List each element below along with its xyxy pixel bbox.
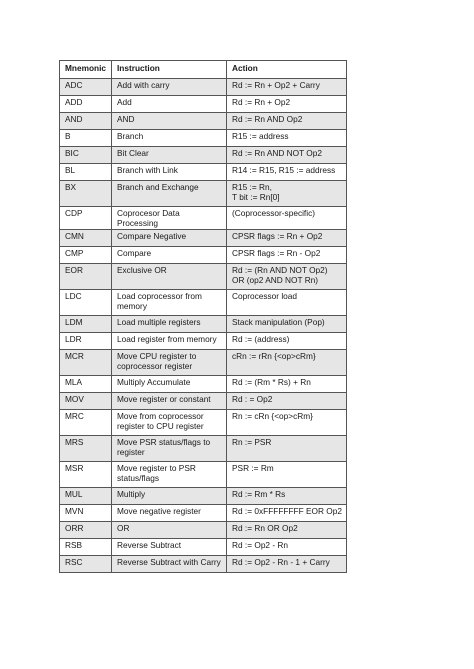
- table-row: [60, 263, 347, 289]
- cell-instruction: Multiply Accumulate: [112, 375, 227, 392]
- cell-mnemonic: CDP: [60, 207, 112, 230]
- table-row: [60, 349, 347, 375]
- table-row: [60, 96, 347, 113]
- table-row: [60, 130, 347, 147]
- table-row: [60, 504, 347, 521]
- cell-action: Coprocessor load: [227, 289, 347, 315]
- cell-action: Rd := Rn + Op2: [227, 96, 347, 113]
- cell-instruction: Move PSR status/flags to register: [112, 435, 227, 461]
- header-row: [60, 61, 347, 79]
- table-row: [60, 435, 347, 461]
- cell-instruction: Multiply: [112, 487, 227, 504]
- cell-mnemonic: RSB: [60, 538, 112, 555]
- cell-mnemonic: LDM: [60, 315, 112, 332]
- cell-mnemonic: MUL: [60, 487, 112, 504]
- cell-instruction: Move negative register: [112, 504, 227, 521]
- table-row: [60, 521, 347, 538]
- cell-instruction: Branch: [112, 130, 227, 147]
- cell-mnemonic: CMP: [60, 246, 112, 263]
- table-row: [60, 315, 347, 332]
- cell-mnemonic: MLA: [60, 375, 112, 392]
- cell-mnemonic: ADC: [60, 79, 112, 96]
- header-instruction: Instruction: [112, 61, 227, 79]
- cell-mnemonic: LDC: [60, 289, 112, 315]
- cell-mnemonic: BIC: [60, 147, 112, 164]
- cell-instruction: Branch and Exchange: [112, 181, 227, 207]
- cell-mnemonic: ADD: [60, 96, 112, 113]
- cell-instruction: Exclusive OR: [112, 263, 227, 289]
- cell-mnemonic: AND: [60, 113, 112, 130]
- cell-action: Rd := 0xFFFFFFFF EOR Op2: [227, 504, 347, 521]
- cell-action: R15 := address: [227, 130, 347, 147]
- table-header: [60, 61, 347, 79]
- cell-action: Rd := Rn AND NOT Op2: [227, 147, 347, 164]
- table-row: [60, 79, 347, 96]
- cell-instruction: Move CPU register to coprocessor register: [112, 349, 227, 375]
- table-row: [60, 461, 347, 487]
- cell-action: Rn := PSR: [227, 435, 347, 461]
- cell-instruction: Load register from memory: [112, 332, 227, 349]
- cell-instruction: AND: [112, 113, 227, 130]
- cell-instruction: Coprocesor Data Processing: [112, 207, 227, 230]
- cell-instruction: Bit Clear: [112, 147, 227, 164]
- table-row: [60, 181, 347, 207]
- cell-instruction: Load multiple registers: [112, 315, 227, 332]
- table-row: [60, 375, 347, 392]
- cell-instruction: Compare: [112, 246, 227, 263]
- cell-instruction: Move from coprocessor register to CPU register: [112, 409, 227, 435]
- cell-action: Rd := (Rn AND NOT Op2) OR (op2 AND NOT Rn): [227, 263, 347, 289]
- cell-mnemonic: EOR: [60, 263, 112, 289]
- table-row: [60, 147, 347, 164]
- cell-action: Rd := Op2 - Rn - 1 + Carry: [227, 555, 347, 572]
- cell-instruction: Compare Negative: [112, 229, 227, 246]
- header-action: Action: [227, 61, 347, 79]
- table-row: [60, 332, 347, 349]
- table-body: [60, 79, 347, 573]
- header-mnemonic: Mnemonic: [60, 61, 112, 79]
- cell-mnemonic: MOV: [60, 392, 112, 409]
- cell-action: Rd := Rn OR Op2: [227, 521, 347, 538]
- cell-action: Rd := (Rm * Rs) + Rn: [227, 375, 347, 392]
- cell-instruction: Add: [112, 96, 227, 113]
- cell-mnemonic: MVN: [60, 504, 112, 521]
- instruction-table: [59, 60, 347, 573]
- cell-mnemonic: LDR: [60, 332, 112, 349]
- cell-instruction: OR: [112, 521, 227, 538]
- table-row: [60, 487, 347, 504]
- cell-mnemonic: MRS: [60, 435, 112, 461]
- cell-action: Stack manipulation (Pop): [227, 315, 347, 332]
- table-row: [60, 113, 347, 130]
- cell-action: CPSR flags := Rn - Op2: [227, 246, 347, 263]
- table-row: [60, 555, 347, 572]
- cell-mnemonic: BL: [60, 164, 112, 181]
- cell-instruction: Move register or constant: [112, 392, 227, 409]
- cell-action: cRn := rRn {<op>cRm}: [227, 349, 347, 375]
- cell-instruction: Move register to PSR status/flags: [112, 461, 227, 487]
- cell-mnemonic: MSR: [60, 461, 112, 487]
- table-row: [60, 289, 347, 315]
- cell-action: Rd := Rn + Op2 + Carry: [227, 79, 347, 96]
- cell-instruction: Reverse Subtract: [112, 538, 227, 555]
- table-row: [60, 409, 347, 435]
- cell-mnemonic: ORR: [60, 521, 112, 538]
- cell-mnemonic: CMN: [60, 229, 112, 246]
- table-row: [60, 229, 347, 246]
- cell-instruction: Branch with Link: [112, 164, 227, 181]
- cell-action: Rd : = Op2: [227, 392, 347, 409]
- cell-action: CPSR flags := Rn + Op2: [227, 229, 347, 246]
- cell-action: Rd := Rm * Rs: [227, 487, 347, 504]
- cell-mnemonic: MRC: [60, 409, 112, 435]
- table-row: [60, 246, 347, 263]
- cell-action: PSR := Rm: [227, 461, 347, 487]
- cell-mnemonic: BX: [60, 181, 112, 207]
- cell-action: R14 := R15, R15 := address: [227, 164, 347, 181]
- cell-instruction: Load coprocessor from memory: [112, 289, 227, 315]
- cell-mnemonic: B: [60, 130, 112, 147]
- cell-action: Rn := cRn {<op>cRm}: [227, 409, 347, 435]
- cell-mnemonic: RSC: [60, 555, 112, 572]
- cell-action: Rd := (address): [227, 332, 347, 349]
- cell-action: R15 := Rn, T bit := Rn[0]: [227, 181, 347, 207]
- cell-mnemonic: MCR: [60, 349, 112, 375]
- table-row: [60, 207, 347, 230]
- cell-instruction: Add with carry: [112, 79, 227, 96]
- cell-action: Rd := Rn AND Op2: [227, 113, 347, 130]
- cell-action: (Coprocessor-specific): [227, 207, 347, 230]
- table-row: [60, 392, 347, 409]
- cell-action: Rd := Op2 - Rn: [227, 538, 347, 555]
- cell-instruction: Reverse Subtract with Carry: [112, 555, 227, 572]
- table-row: [60, 164, 347, 181]
- table-row: [60, 538, 347, 555]
